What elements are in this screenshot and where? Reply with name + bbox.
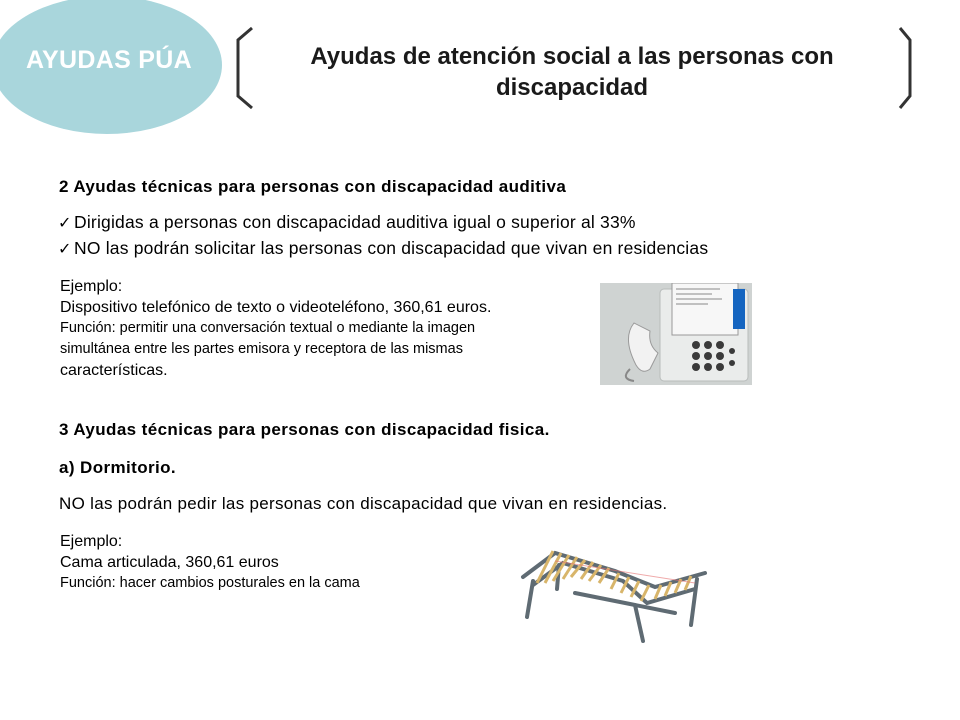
section-2-heading: 2 Ayudas técnicas para personas con discapacidad auditiva: [59, 177, 567, 196]
bullet-item: [58, 238, 708, 259]
example-function-line: Función: hacer cambios posturales en la cama: [60, 575, 360, 591]
section-3-note: NO las podrán pedir las personas con discapacidad que vivan en residencias.: [59, 494, 668, 513]
articulated-bed-image: [515, 533, 715, 648]
example-label: Ejemplo:: [60, 278, 123, 295]
example-item: Cama articulada, 360,61 euros: [60, 554, 279, 571]
badge-label: AYUDAS PÚA: [25, 46, 192, 74]
bullet-text: NO las podrán solicitar las personas con discapacidad que vivan en residencias: [74, 238, 709, 258]
title-line-1: Ayudas de atención social a las personas con: [310, 43, 834, 70]
example-block-bed: [60, 531, 360, 594]
text-telephone-image: [600, 283, 752, 385]
checkmark-icon: ✓: [58, 241, 72, 258]
section-3-heading: 3 Ayudas técnicas para personas con discapacidad fisica.: [59, 420, 550, 439]
checkmark-icon: ✓: [58, 215, 72, 232]
example-label: Ejemplo:: [60, 533, 123, 550]
section-3-subheading: a) Dormitorio.: [59, 458, 177, 477]
bullet-item: [58, 212, 636, 233]
example-function-line: características.: [60, 362, 168, 379]
title-line-2: discapacidad: [495, 74, 649, 101]
example-item: Dispositivo telefónico de texto o videoteléfono, 360,61 euros.: [60, 299, 492, 316]
example-function-line: Función: permitir una conversación textual o mediante la imagen: [60, 320, 476, 336]
example-function-line: simultánea entre les partes emisora y receptora de las mismas: [60, 341, 463, 357]
example-block-phone: [60, 276, 491, 381]
page-title: [262, 41, 882, 103]
bullet-text: Dirigidas a personas con discapacidad auditiva igual o superior al 33%: [74, 212, 636, 232]
